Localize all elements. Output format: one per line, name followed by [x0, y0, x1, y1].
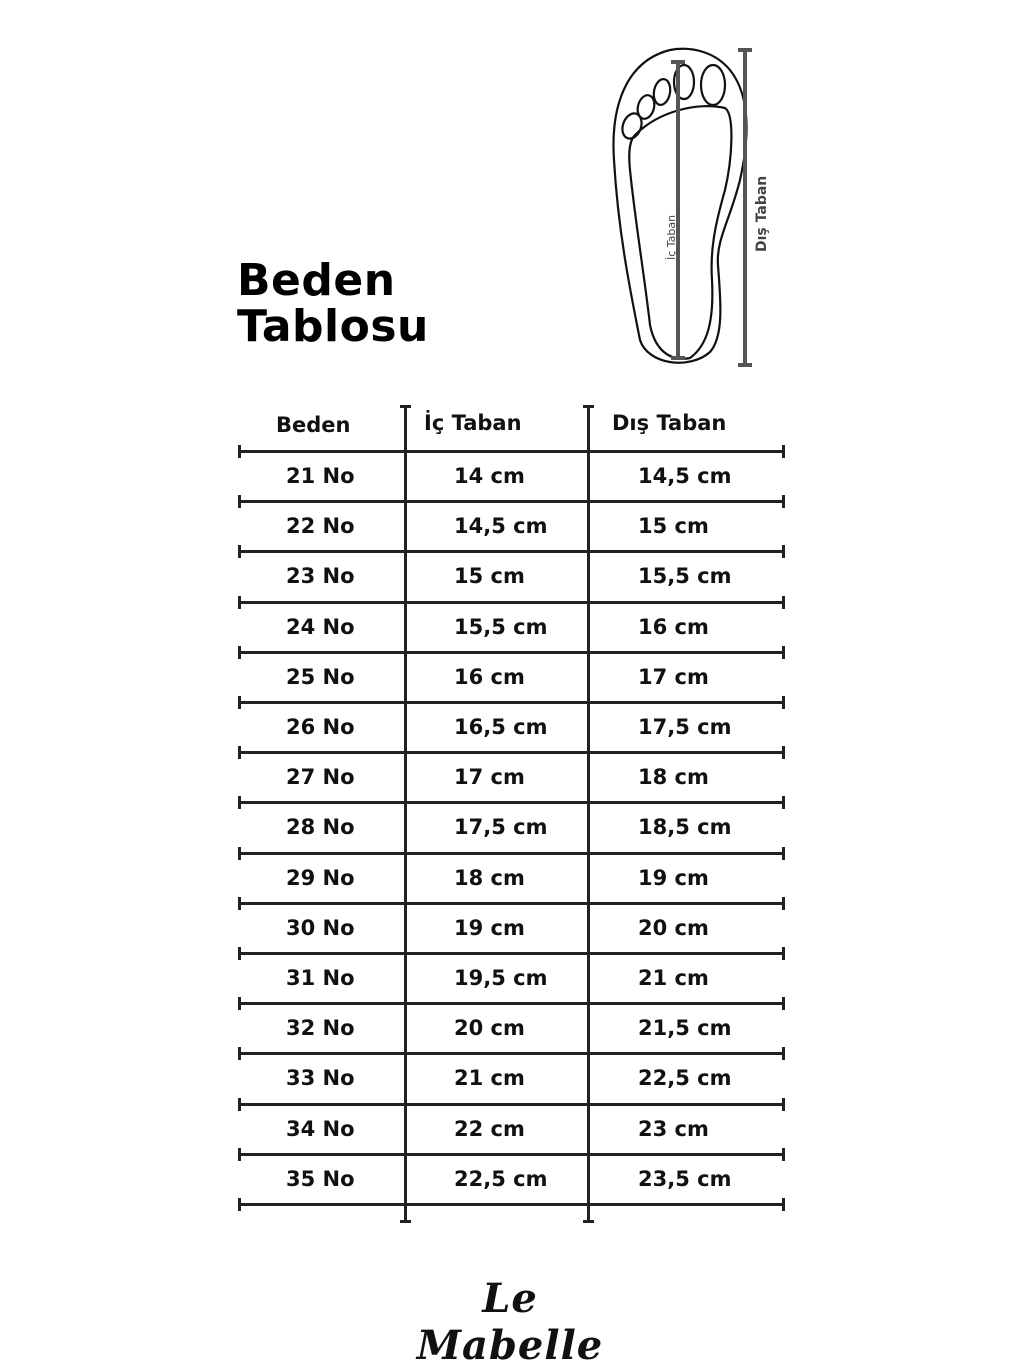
brand-logo: Le Mabelle: [416, 1275, 604, 1369]
size-cell: 26 No: [286, 715, 355, 739]
row-divider: [238, 852, 785, 855]
outer-sole-cell: 16 cm: [638, 614, 709, 639]
inner-sole-cell: 16,5 cm: [454, 715, 548, 739]
outer-sole-cell: 15,5 cm: [638, 564, 732, 589]
inner-sole-label: İç Taban: [665, 214, 678, 260]
row-divider: [238, 701, 785, 704]
outer-sole-cell: 22,5 cm: [638, 1066, 732, 1091]
size-cell: 32 No: [286, 1016, 355, 1041]
outer-sole-cell: 23,5 cm: [638, 1166, 732, 1191]
outer-sole-cell: 18,5 cm: [638, 815, 732, 840]
inner-sole-cell: 20 cm: [454, 1016, 525, 1041]
inner-sole-cell: 19,5 cm: [454, 966, 548, 990]
size-cell: 21 No: [286, 464, 355, 488]
inner-sole-cell: 14,5 cm: [454, 514, 548, 539]
inner-sole-cell: 15,5 cm: [454, 614, 548, 639]
inner-sole-cell: 15 cm: [454, 564, 525, 589]
toe-5: [701, 65, 725, 105]
size-cell: 34 No: [286, 1116, 355, 1141]
row-divider: [238, 1153, 785, 1156]
outer-sole-cell: 18 cm: [638, 765, 709, 790]
inner-sole-cell: 17,5 cm: [454, 815, 548, 840]
page-title: [237, 255, 429, 352]
toe-1: [619, 111, 645, 142]
inner-sole-outline: [629, 106, 731, 359]
size-cell: 35 No: [286, 1166, 355, 1191]
outer-sole-cell: 14,5 cm: [638, 464, 732, 488]
row-divider: [238, 500, 785, 503]
outer-sole-cell: 17 cm: [638, 664, 709, 689]
row-divider: [238, 952, 785, 955]
inner-sole-cell: 19 cm: [454, 915, 525, 940]
inner-sole-cell: 14 cm: [454, 464, 525, 488]
header-outer-sole: Dış Taban: [612, 411, 727, 435]
inner-sole-cell: 22 cm: [454, 1116, 525, 1141]
toe-3: [652, 78, 672, 106]
outer-sole-cell: 21,5 cm: [638, 1016, 732, 1041]
header-size: Beden: [276, 413, 351, 437]
row-divider: [238, 601, 785, 604]
inner-sole-cell: 22,5 cm: [454, 1166, 548, 1191]
title-line-1: Beden: [237, 255, 396, 306]
row-divider: [238, 801, 785, 804]
outer-sole-label: Dış Taban: [754, 175, 770, 252]
row-divider: [238, 651, 785, 654]
size-cell: 29 No: [286, 865, 355, 890]
row-divider: [238, 1002, 785, 1005]
size-cell: 25 No: [286, 664, 355, 689]
column-divider: [404, 405, 407, 1223]
row-divider: [238, 1103, 785, 1106]
size-cell: 22 No: [286, 514, 355, 539]
column-divider: [587, 405, 590, 1223]
row-divider: [238, 1203, 785, 1206]
size-cell: 27 No: [286, 765, 355, 790]
outer-sole-cell: 15 cm: [638, 514, 709, 539]
outer-sole-cell: 23 cm: [638, 1116, 709, 1141]
outer-sole-cell: 19 cm: [638, 865, 709, 890]
outer-sole-cell: 17,5 cm: [638, 715, 732, 739]
row-divider: [238, 450, 785, 453]
inner-sole-cell: 16 cm: [454, 664, 525, 689]
inner-sole-cell: 17 cm: [454, 765, 525, 790]
row-divider: [238, 902, 785, 905]
foot-measurement-diagram: [600, 40, 800, 380]
inner-sole-cell: 21 cm: [454, 1066, 525, 1091]
title-line-2: Tablosu: [237, 301, 429, 352]
size-cell: 24 No: [286, 614, 355, 639]
size-cell: 23 No: [286, 564, 355, 589]
size-cell: 30 No: [286, 915, 355, 940]
size-cell: 33 No: [286, 1066, 355, 1091]
row-divider: [238, 550, 785, 553]
row-divider: [238, 751, 785, 754]
inner-sole-cell: 18 cm: [454, 865, 525, 890]
header-inner-sole: İç Taban: [424, 411, 522, 435]
size-cell: 28 No: [286, 815, 355, 840]
outer-sole-cell: 21 cm: [638, 966, 709, 990]
outer-sole-cell: 20 cm: [638, 915, 709, 940]
size-cell: 31 No: [286, 966, 355, 990]
row-divider: [238, 1052, 785, 1055]
